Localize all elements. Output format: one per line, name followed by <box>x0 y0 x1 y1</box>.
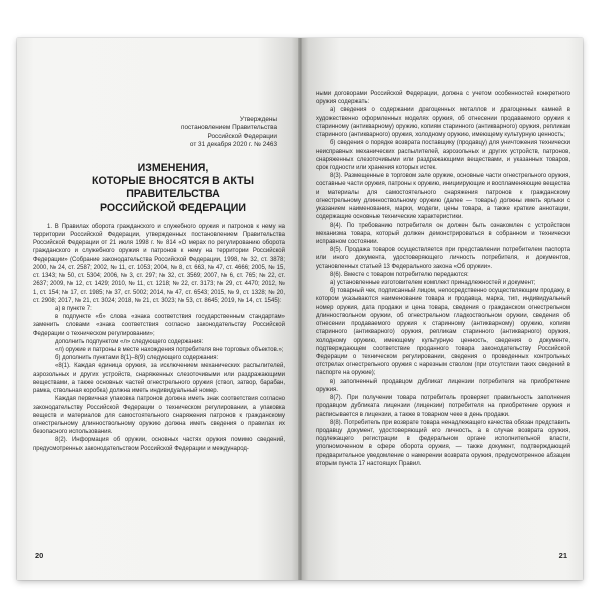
right-page <box>300 38 583 580</box>
paragraph: «8(1). Каждая единица оружия, за исключением механических распылителей, аэрозольных и других устройств, снаряженных слезоточивыми или раздражающими веществами, а также основных частей огнестрельного оружия (ствол, затвор, барабан, рамка, ствольная коробка) должна иметь индивидуальный номер. <box>33 363 285 395</box>
page-number: 20 <box>35 551 44 560</box>
heading-line: ИЗМЕНЕНИЯ, <box>137 161 209 174</box>
paragraph: 8(3). Размещенные в торговом зале оружие, основные части огнестрельного оружия, составные части оружия, патроны к оружию, инициирующие и воспламеняющие вещества и материалы для самостоятельного снаряжения патронов к гражданскому огнестрельному длинноствольному оружию (далее — товары) должны иметь ярлыки с указанием наименования, марки, модели, цены товара, а также краткие аннотации, содержащие основные технические характеристики. <box>316 173 570 221</box>
paragraph: 8(5). Продажа товаров осуществляется при представлении потребителем паспорта или иного документа, удостоверяющего личность потребителя, и документов, установленных статьей 13 Федерального закона «Об оружии». <box>316 247 570 270</box>
book-spread <box>17 38 583 580</box>
paragraph: дополнить подпунктом «л» следующего содержания: <box>55 338 204 345</box>
paragraph: 1. В Правилах оборота гражданского и служебного оружия и патронов к нему на территории Российской Федерации, утвержденных постановлением Правительства Российской Федерации от 21 июля 1998 г. № 814 «О мерах по регулированию оборота гражданского и служебного оружия и патронов к нему на территории Российской Федерации» (Собрание законодательства Российской Федерации, 1998, № 32, ст. 3878; 2000, № 24, ст. 2587; 2002, № 11, ст. 1053; 2004, № 8, ст. 663, № 47, ст. 4666; 2005, № 15, ст. 1343; № 50, ст. 5304; 2006, № 3, ст. 297; № 32, ст. 3569; 2007, № 6, ст. 765; № 22, ст. 2637; 2009, № 12, ст. 1429; 2010, № 11, ст. 1218; № 22, ст. 3173; № 29, ст. 4470; 2012, № 1, ст. 154; № 17, ст. 1985; № 37, ст. 5002; 2014, № 47, ст. 6543; 2015, № 9, ст. 1328; № 20, ст. 2908; 2017, № 21, ст. 3024; 2018, № 21, ст. 3023; № 53, ст. 8645; 2019, № 14, ст. 1545): <box>33 223 285 304</box>
approval-block <box>33 116 285 150</box>
left-page <box>17 38 300 580</box>
paragraph: 8(8). Потребитель при возврате товара ненадлежащего качества обязан представить продавцу документ, удостоверяющий его личность, а в случае возврата оружия, подлежащего регистрации в федеральном органе исполнительной власти, уполномоченном в сфере оборота оружия, — также документ, подтверждающий предварительное уведомление о намерении возврата оружия, предусмотренное абзацем вторым пункта 17 настоящих Правил. <box>316 419 570 467</box>
approval-line: от 31 декабря 2020 г. № 2463 <box>189 141 277 149</box>
paragraph: 8(2). Информация об оружии, основных частях оружия помимо сведений, предусмотренных законодательством Российской Федерации и международ- <box>33 437 285 452</box>
paragraph: ными договорами Российской Федерации, должна с учетом особенностей конкретного оружия содержать: <box>316 91 570 106</box>
left-page-text <box>33 116 285 453</box>
approval-line: постановлением Правительства <box>181 124 277 132</box>
paragraph: 8(6). Вместе с товаром потребителю передаются: <box>330 271 469 278</box>
heading-line: КОТОРЫЕ ВНОСЯТСЯ В АКТЫ ПРАВИТЕЛЬСТВА <box>92 175 254 201</box>
paragraph: а) сведения о содержании драгоценных металлов и драгоценных камней в художественно оформленных моделях оружия, об отнесении продаваемого оружия к старинному (антикварному) оружию, копиям старинного (антикварного) оружия, репликам старинного (антикварного) оружия, холодному оружию, имеющему культурную ценность; <box>316 107 570 139</box>
approval-line: Утверждены <box>239 116 277 123</box>
paragraph: б) товарный чек, подписанный лицом, непосредственно осуществляющим продажу, в котором указываются наименование товара и продавца, марка, тип, индивидуальный номер оружия, дата продажи и цена товара, сведения о гражданском огнестрельном длинноствольном оружии, об огнестрельном гладкоствольном оружии, сведения об отнесении продаваемого оружия к старинному (антикварному) оружию, копиям старинного (антикварного) оружия, репликам старинного (антикварного) оружия, холодному оружию, имеющему культурную ценность, сведения о документе, подтверждающем соответствие проданного товара законодательству Российской Федерации о техническом регулировании, сведения о проведенных контрольных отстрелах огнестрельного оружия с нарезным стволом (при отсутствии таких сведений в паспорте на оружие); <box>316 288 570 377</box>
heading-line: РОССИЙСКОЙ ФЕДЕРАЦИИ <box>99 201 247 214</box>
paragraph: б) сведения о порядке возврата поставщику (продавцу) для уничтожения технически неисправных механических распылителей, аэрозольных и других устройств, патронов, снаряженных слезоточивыми или раздражающими веществами, и указанных товаров, срок годности или хранения которых истек. <box>316 140 570 171</box>
paragraph: в) заполненный продавцом дубликат лицензии потребителя на приобретение оружия. <box>316 378 570 393</box>
paragraph: а) установленные изготовителем комплект принадлежностей и документ; <box>330 280 536 287</box>
paragraph: «л) оружие и патроны в месте нахождения потребителя вне торговых объектов.»; <box>55 347 284 354</box>
paragraph: 8(4). По требованию потребителя он должен быть ознакомлен с устройством механизма товара, который должен демонстрироваться в собранном и технически исправном состоянии. <box>316 222 570 245</box>
paragraph: Каждая первичная упаковка патронов должна иметь знак соответствия согласно законодательству Российской Федерации о техническом регулировании, а упаковка веществ и материалов для самостоятельного снаряжения патронов к гражданскому огнестрельному длинноствольному оружию должна иметь сведения о правилах их безопасного использования. <box>33 396 285 436</box>
page-number: 21 <box>558 551 567 560</box>
approval-line: Российской Федерации <box>207 132 277 140</box>
book-spine <box>298 38 302 580</box>
document-heading <box>33 162 285 215</box>
right-page-text <box>316 90 570 468</box>
paragraph: в подпункте «б» слова «знака соответствия государственным стандартам» заменить словами «знака соответствия согласно законодательству Российской Федерации о техническом регулировании»; <box>33 314 285 337</box>
paragraph: 8(7). При получении товара потребитель проверяет правильность заполнения продавцом дубликата лицензии (лицензии) потребителя на приобретение оружия и расписывается в лицензии, а также в товарном чеке в день продажи. <box>316 395 570 418</box>
paragraph: а) в пункте 7: <box>55 305 92 312</box>
paragraph: б) дополнить пунктами 8(1)–8(9) следующего содержания: <box>55 355 219 362</box>
